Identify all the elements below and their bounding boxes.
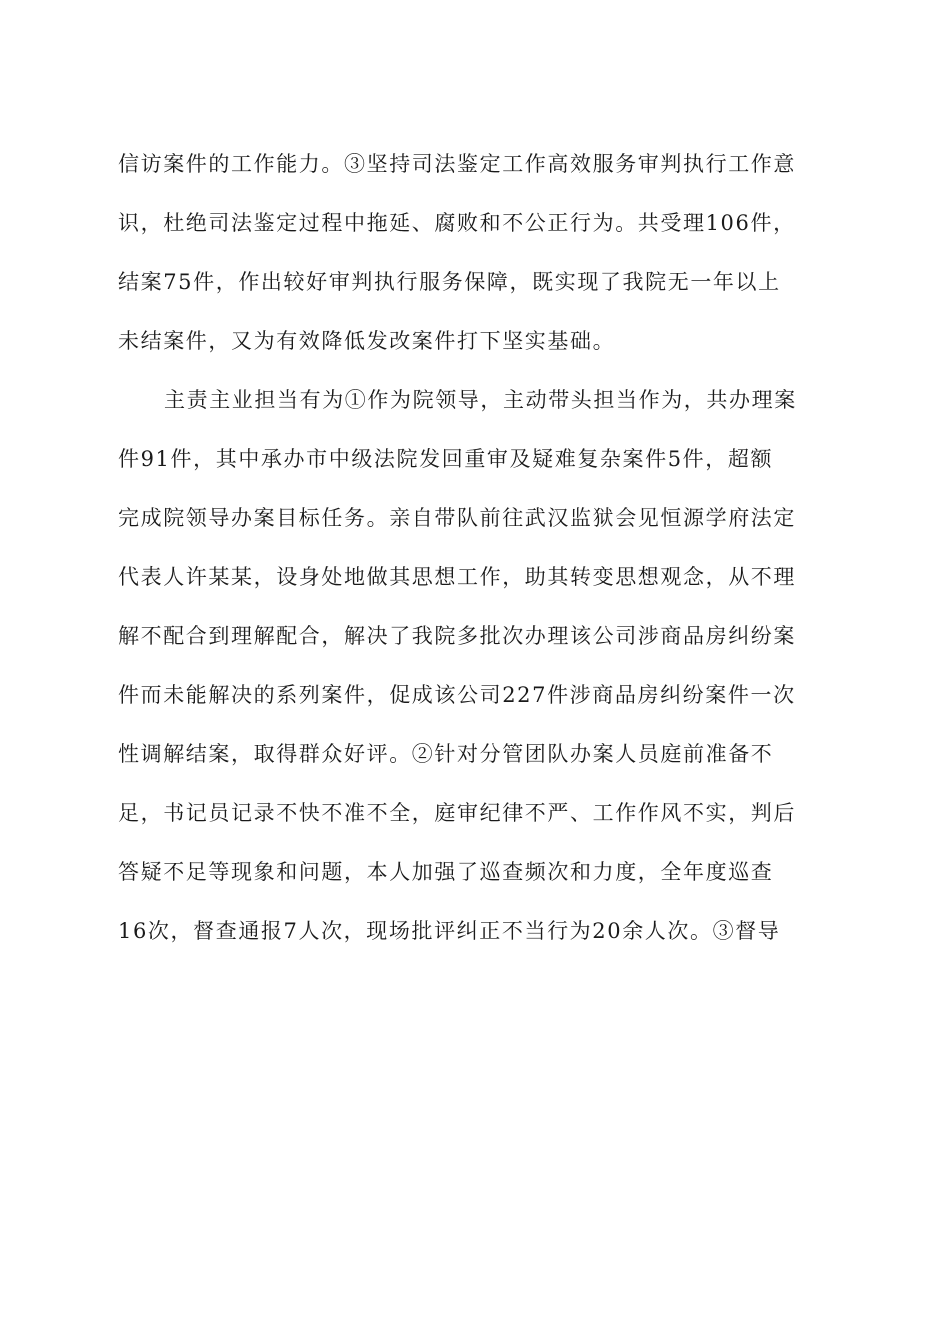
text-line: 性调解结案，取得群众好评。②针对分管团队办案人员庭前准备不 [118, 742, 774, 766]
text-line: 完成院领导办案目标任务。亲自带队前往武汉监狱会见恒源学府法定 [118, 506, 796, 530]
text-line: 足，书记员记录不快不准不全，庭审纪律不严、工作作风不实，判后 [118, 801, 796, 825]
text-line: 识，杜绝司法鉴定过程中拖延、腐败和不公正行为。共受理106件， [118, 211, 796, 235]
paragraph-first-line: 主责主业担当有为①作为院领导，主动带头担当作为，共办理案 [164, 388, 797, 412]
text-line: 代表人许某某，设身处地做其思想工作，助其转变思想观念，从不理 [118, 565, 796, 589]
text-line: 解不配合到理解配合，解决了我院多批次办理该公司涉商品房纠纷案 [118, 624, 796, 648]
text-line: 件而未能解决的系列案件，促成该公司227件涉商品房纠纷案件一次 [118, 683, 796, 707]
text-line: 结案75件，作出较好审判执行服务保障，既实现了我院无一年以上 [118, 270, 781, 294]
text-line: 16次，督查通报7人次，现场批评纠正不当行为20余人次。③督导 [118, 919, 781, 943]
body-text [118, 143, 838, 969]
text-line: 答疑不足等现象和问题，本人加强了巡查频次和力度，全年度巡查 [118, 860, 774, 884]
text-line: 信访案件的工作能力。③坚持司法鉴定工作高效服务审判执行工作意 [118, 152, 796, 176]
text-line: 件91件，其中承办市中级法院发回重审及疑难复杂案件5件，超额 [118, 447, 774, 471]
text-line: 未结案件，又为有效降低发改案件打下坚实基础。 [118, 329, 616, 353]
